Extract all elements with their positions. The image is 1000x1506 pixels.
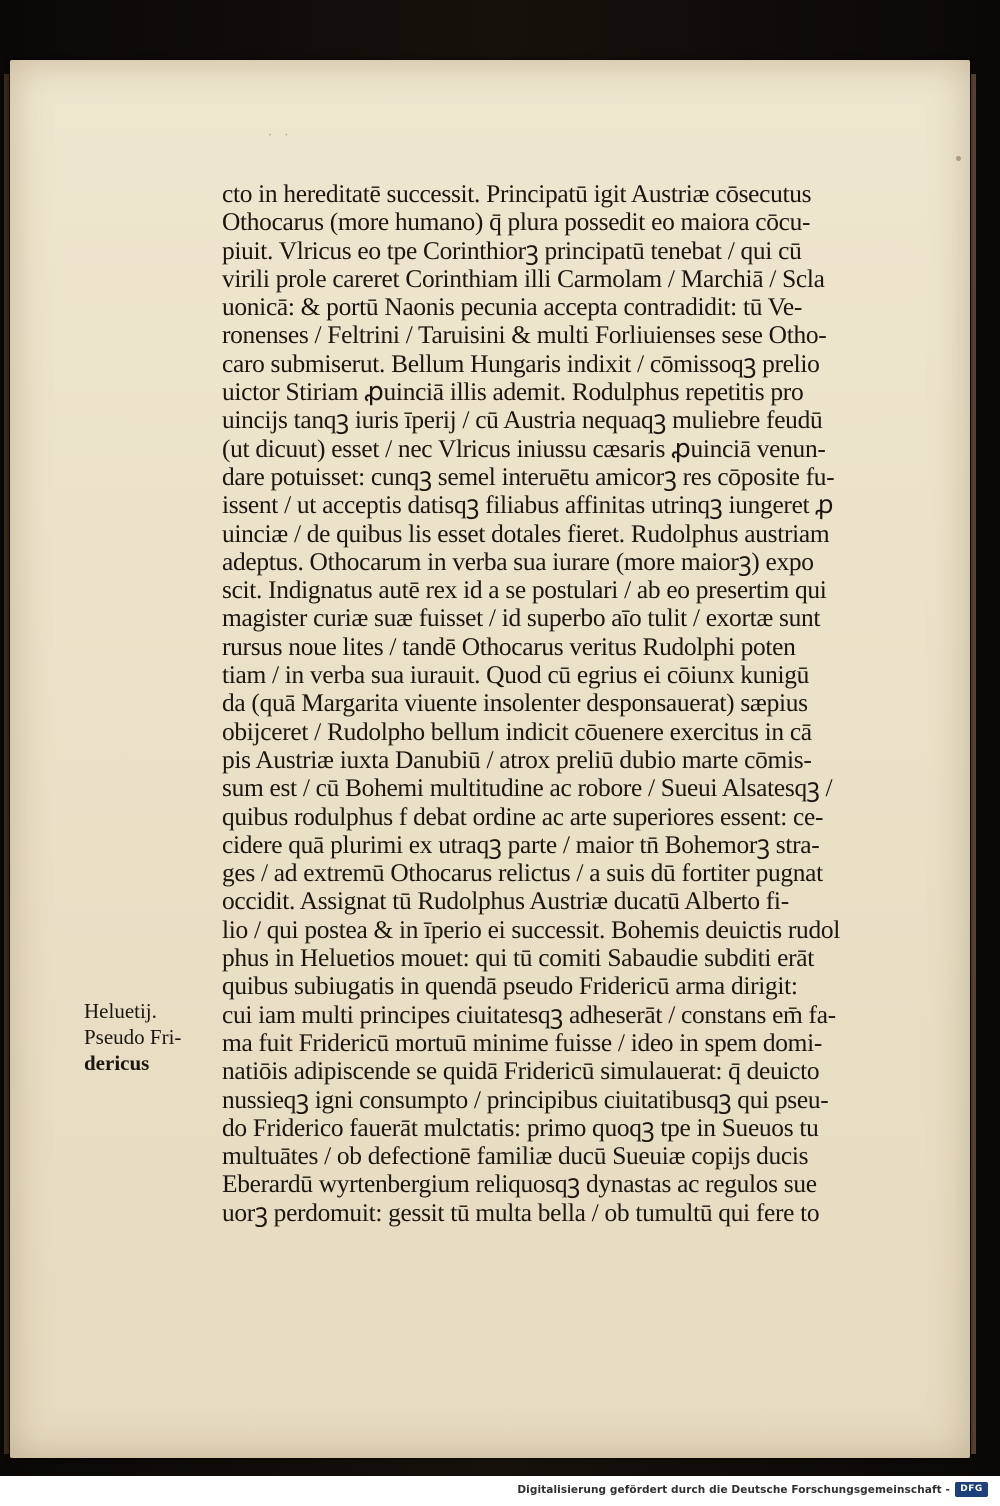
text-line: Eberardū wyrtenbergium reliquosqꝫ dynastas ac regulos sue — [222, 1170, 817, 1199]
text-line: uictor Stiriam ꝓuinciā illis ademit. Rodulphus repetitis pro — [222, 378, 804, 407]
text-line: sum est / cū Bohemi multitudine ac robore / Sueui Alsatesqꝫ / — [222, 774, 833, 803]
text-line: magister curiæ suæ fuisset / id superbo aīo tulit / exortæ sunt — [222, 604, 821, 633]
marginal-note-dericus: dericus — [84, 1051, 150, 1075]
text-line: uinciæ / de quibus lis esset dotales fieret. Rudolphus austriam — [222, 519, 830, 548]
text-line: cidere quā plurimi ex utraqꝫ parte / maior tn̄ Bohemorꝫ stra- — [222, 830, 820, 859]
text-line: ges / ad extremū Othocarus relictus / a suis dū fortiter pugnat — [222, 859, 823, 888]
marginal-note-heluetij: Heluetij. — [84, 999, 157, 1023]
text-line: da (quā Margarita viuente insolenter desponsauerat) sæpius — [222, 689, 808, 718]
text-line: cto in hereditatē successit. Principatū igit Austriæ cōsecutus — [222, 180, 812, 208]
marginal-notes — [84, 998, 214, 1076]
main-text-block — [222, 180, 922, 1227]
text-line: scit. Indignatus autē rex id a se postulari / ab eo presertim qui — [222, 576, 827, 605]
page-left-edge — [4, 74, 9, 1454]
text-line: rursus noue lites / tandē Othocarus veritus Rudolphi poten — [222, 632, 796, 661]
text-line: occidit. Assignat tū Rudolphus Austriæ ducatū Alberto fi- — [222, 887, 789, 916]
text-line: multuātes / ob defectionē familiæ ducū Sueuiæ copijs ducis — [222, 1142, 809, 1171]
paper-speck — [956, 156, 961, 161]
text-line: quibus rodulphus f debat ordine ac arte superiores essent: ce- — [222, 802, 824, 831]
funding-notice: Digitalisierung gefördert durch die Deutsche Forschungsgemeinschaft - — [517, 1484, 950, 1496]
text-line: uonicā: & portū Naonis pecunia accepta contradidit: tū Ve- — [222, 293, 803, 322]
text-line: tiam / in verba sua iurauit. Quod cū egrius ei cōiunx kunigū — [222, 661, 810, 690]
text-line: natiōis adipiscende se quidā Fridericū simulauerat: q̄ deuicto — [222, 1057, 820, 1086]
marginal-note-pseudo-fri: Pseudo Fri- — [84, 1025, 182, 1049]
text-line: nussieqꝫ igni consumpto / principibus ciuitatibusqꝫ qui pseu- — [222, 1085, 829, 1114]
faint-top-mark: · · — [268, 128, 293, 143]
dfg-logo-icon: DFG — [955, 1482, 988, 1497]
text-line: cui iam multi principes ciuitatesqꝫ adheserāt / constans em̄ fa- — [222, 1000, 836, 1029]
text-line: quibus subiugatis in quendā pseudo Fridericū arma dirigit: — [222, 972, 798, 1001]
text-line: do Friderico fauerāt mulctatis: primo quoqꝫ tpe in Sueuos tu — [222, 1113, 819, 1142]
page-right-edge — [971, 74, 976, 1454]
text-line: adeptus. Othocarum in verba sua iurare (more maiorꝫ) expo — [222, 547, 814, 576]
footer-bar — [0, 1476, 1000, 1506]
text-line: ronenses / Feltrini / Taruisini & multi Forliuienses sese Otho- — [222, 321, 827, 350]
text-line: obijceret / Rudolpho bellum indicit cōuenere exercitus in cā — [222, 717, 812, 746]
text-line: Othocarus (more humano) q̄ plura possedit eo maiora cōcu- — [222, 208, 811, 237]
text-line: phus in Heluetios mouet: qui tū comiti Sabaudie subditi erāt — [222, 944, 814, 973]
text-line: uorꝫ perdomuit: gessit tū multa bella / ob tumultū qui fere to — [222, 1198, 820, 1227]
text-line: uincijs tanqꝫ iuris īperij / cū Austria nequaqꝫ muliebre feudū — [222, 406, 823, 435]
text-line: caro submiserut. Bellum Hungaris indixit / cōmissoqꝫ prelio — [222, 349, 820, 378]
text-line: pis Austriæ iuxta Danubiū / atrox preliū dubio marte cōmis- — [222, 745, 812, 774]
text-line: virili prole careret Corinthiam illi Carmolam / Marchiā / Scla — [222, 264, 825, 293]
text-line: lio / qui postea & in īperio ei successit. Bohemis deuictis rudol — [222, 915, 840, 944]
text-line: piuit. Vlricus eo tpe Corinthiorꝫ principatū tenebat / qui cū — [222, 236, 802, 265]
text-line: (ut dicuut) esset / nec Vlricus iniussu cæsaris ꝓuinciā venun- — [222, 434, 826, 463]
text-line: issent / ut acceptis datisqꝫ filiabus affinitas utrinqꝫ iungeret ꝓ — [222, 491, 834, 520]
text-line: ma fuit Fridericū mortuū minime fuisse / ideo in spem domi- — [222, 1028, 823, 1057]
text-line: dare potuisset: cunqꝫ semel interuētu amicorꝫ res cōposite fu- — [222, 462, 835, 491]
